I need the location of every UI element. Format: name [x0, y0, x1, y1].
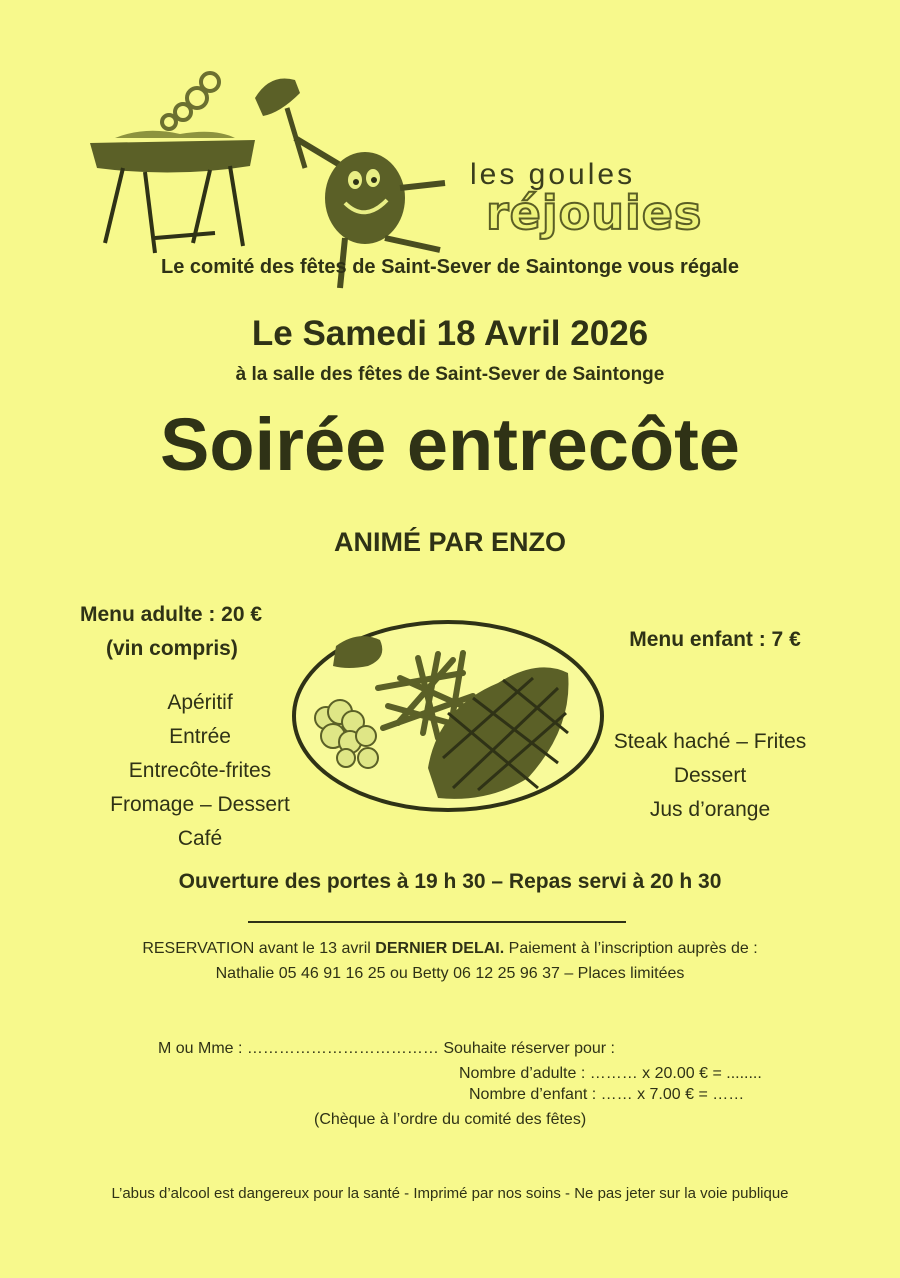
logo-text-top: les goules: [470, 158, 636, 191]
barbecue-icon: [85, 68, 265, 258]
plate-icon: [288, 618, 608, 818]
form-child-line: Nombre d’enfant : …… x 7.00 € = ……: [469, 1086, 745, 1103]
list-item: Dessert: [673, 764, 747, 787]
reservation-deadline: DERNIER DELAI.: [375, 940, 505, 957]
event-title: Soirée entrecôte: [160, 403, 740, 486]
list-item: Café: [177, 827, 223, 850]
form-name-line: M ou Mme : ……………………………… Souhaite réserver pour :: [158, 1040, 615, 1057]
list-item: Apéritif: [167, 691, 233, 714]
reservation-line-1: [0, 936, 900, 961]
adult-menu-heading: [80, 598, 320, 666]
event-date: Le Samedi 18 Avril 2026: [251, 314, 649, 353]
opening-hours: Ouverture des portes à 19 h 30 – Repas servi à 20 h 30: [178, 870, 722, 893]
event-venue: à la salle des fêtes de Saint-Sever de Saintonge: [235, 364, 665, 385]
list-item: Entrecôte-frites: [128, 759, 272, 782]
adult-menu-price: Menu adulte : 20 €: [80, 603, 263, 626]
child-menu-heading: Menu enfant : 7 €: [629, 628, 801, 651]
list-item: Fromage – Dessert: [110, 793, 290, 816]
reservation-payment: Paiement à l’inscription auprès de :: [504, 940, 758, 957]
list-item: Jus d’orange: [649, 798, 771, 821]
footer-disclaimer: L’abus d’alcool est dangereux pour la santé - Imprimé par nos soins - Ne pas jeter sur la voie publique: [111, 1185, 789, 1202]
list-item: Entrée: [169, 725, 231, 748]
form-adult-line: Nombre d’adulte : ……… x 20.00 € = ........: [459, 1065, 762, 1082]
child-menu-list: [590, 725, 830, 827]
logo-text-bottom: réjouies: [486, 186, 703, 240]
reservation-line-2: Nathalie 05 46 91 16 25 ou Betty 06 12 25 96 37 – Places limitées: [215, 965, 685, 982]
form-cheque-note: (Chèque à l’ordre du comité des fêtes): [314, 1111, 587, 1128]
list-item: Steak haché – Frites: [613, 730, 807, 753]
reservation-info: [0, 936, 900, 986]
divider: [248, 921, 626, 923]
adult-menu-list: [85, 686, 315, 856]
committee-line: Le comité des fêtes de Saint-Sever de Saintonge vous régale: [161, 256, 739, 278]
event-host: ANIMÉ PAR ENZO: [333, 527, 566, 557]
reservation-text: RESERVATION avant le 13 avril: [142, 940, 376, 957]
adult-menu-note: (vin compris): [106, 637, 238, 660]
